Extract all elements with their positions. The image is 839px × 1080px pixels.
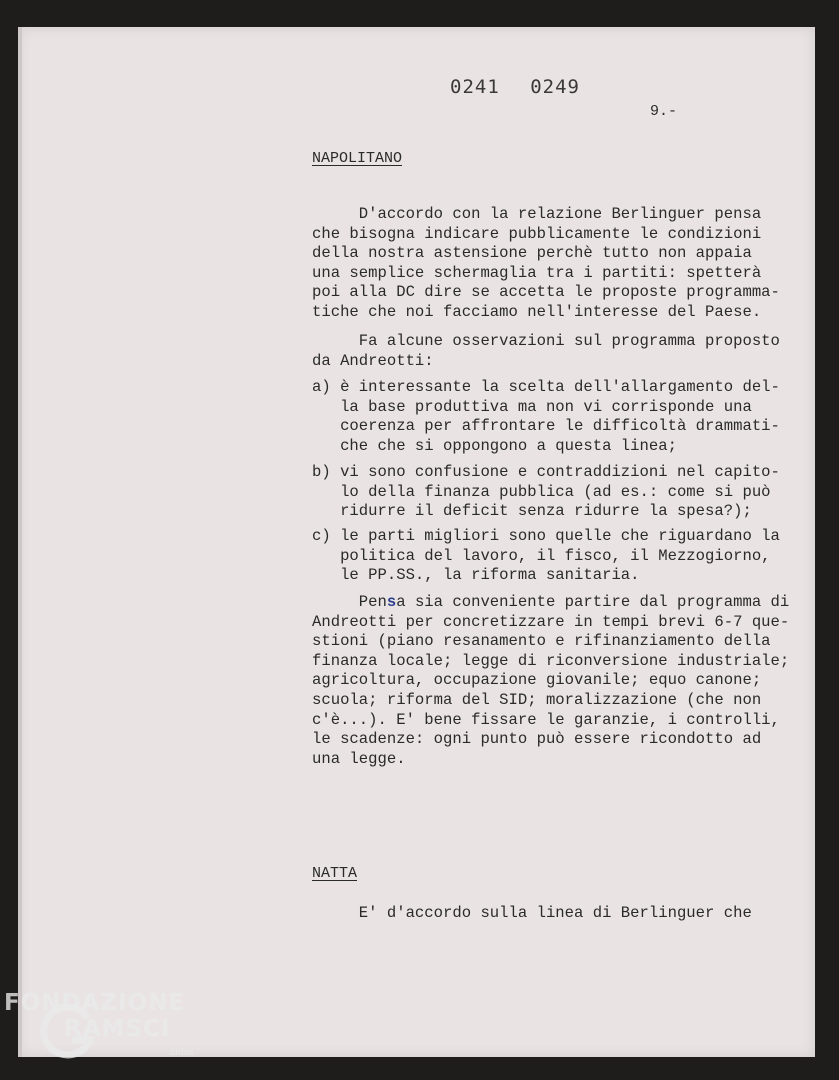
section-heading-napolitano: NAPOLITANO (312, 150, 403, 167)
gramsci-g-logo-icon (38, 1004, 96, 1062)
text-line: della nostra astensione perchè tutto non appaia (312, 244, 752, 263)
text-line: che bisogna indicare pubblicamente le condizioni (312, 224, 762, 243)
text-line: tiche che noi facciamo nell'interesse del Paese. (312, 302, 762, 321)
list-item-c (312, 527, 802, 586)
handwritten-correction: s (386, 593, 397, 611)
watermark-line-2: RAMSCI (64, 1016, 171, 1042)
paragraph-intro (312, 205, 802, 323)
text-line: c) le parti migliori sono quelle che riguardano la (312, 527, 780, 545)
list-item-a (312, 378, 802, 456)
paragraph-proposal (312, 593, 802, 769)
text-line-with-handwritten-correction (312, 593, 802, 613)
text-line: ridurre il deficit senza ridurre la spesa?); (312, 502, 752, 521)
watermark-onlus: onlus (170, 1048, 195, 1058)
archive-stamp-numbers: 0241 0249 (450, 76, 580, 98)
text-line: una legge. (312, 749, 406, 768)
page-edge (18, 27, 22, 1057)
paragraph-natta (312, 904, 802, 924)
paragraph-observations (312, 332, 802, 371)
list-item-b (312, 463, 802, 522)
text-line: politica del lavoro, il fisco, il Mezzogiorno, (312, 546, 771, 565)
text-line: Fa alcune osservazioni sul programma proposto (312, 332, 780, 350)
text-line: c'è...). E' bene fissare le garanzie, i controlli, (312, 710, 780, 729)
text-line: che che si oppongono a questa linea; (312, 436, 677, 455)
text-line: scuola; riforma del SID; moralizzazione (che non (312, 690, 762, 709)
text-line: lo della finanza pubblica (ad es.: come si può (312, 482, 771, 501)
text-line: poi alla DC dire se accetta le proposte programma- (312, 283, 780, 302)
text-line: una semplice schermaglia tra i partiti: spetterà (312, 263, 762, 282)
text-line: le PP.SS., la riforma sanitaria. (312, 566, 640, 585)
text-line: le scadenze: ogni punto può essere ricondotto ad (312, 730, 762, 749)
text-line: finanza locale; legge di riconversione industriale; (312, 651, 790, 670)
page-number: 9.- (650, 103, 678, 120)
text-line: b) vi sono confusione e contraddizioni nel capito- (312, 463, 780, 481)
text-line: agricoltura, occupazione giovanile; equo canone; (312, 671, 762, 690)
text-line: stioni (piano resanamento e rifinanziamento della (312, 632, 771, 651)
text-line: coerenza per affrontare le difficoltà drammati- (312, 417, 780, 436)
section-heading-natta: NATTA (312, 865, 358, 882)
text-fragment: a sia conveniente partire dal programma di (396, 593, 790, 611)
text-line: a) è interessante la scelta dell'allargamento del- (312, 378, 780, 396)
text-line: da Andreotti: (312, 351, 434, 370)
fondazione-gramsci-watermark (4, 990, 195, 1058)
text-line: Andreotti per concretizzare in tempi brevi 6-7 que- (312, 612, 790, 631)
text-line: la base produttiva ma non vi corrisponde una (312, 397, 752, 416)
text-fragment: Pen (312, 593, 387, 611)
watermark-line-1: FONDAZIONE (4, 990, 186, 1016)
text-line: E' d'accordo sulla linea di Berlinguer che (312, 904, 752, 922)
text-line: D'accordo con la relazione Berlinguer pensa (312, 205, 762, 223)
